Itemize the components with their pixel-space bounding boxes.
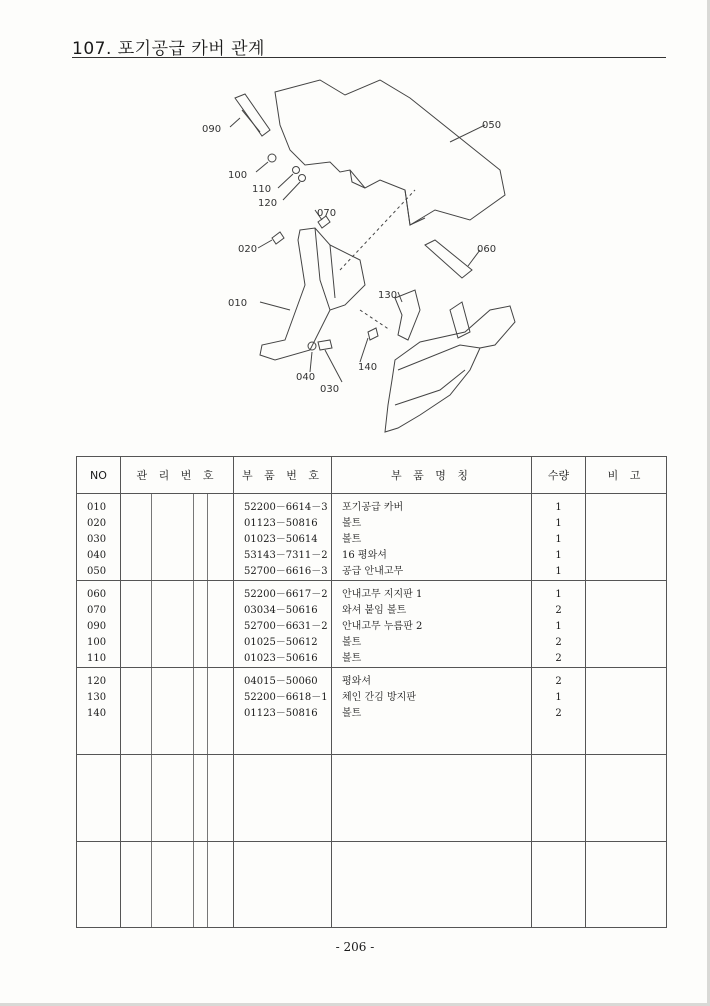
group-no <box>77 581 121 668</box>
header-part-name: 부 품 명 칭 <box>332 457 532 494</box>
row-qty: 2 <box>555 676 562 687</box>
header-no: NO <box>77 457 121 494</box>
header-part-no: 부 품 번 호 <box>234 457 332 494</box>
row-part-name: 볼트 <box>342 534 362 545</box>
parts-table <box>76 456 667 928</box>
row-part-name: 16 평와셔 <box>342 550 387 561</box>
empty-cell <box>532 755 586 842</box>
part-110-bolt <box>293 167 300 174</box>
header-qty: 수량 <box>532 457 586 494</box>
part-020-bolt <box>272 232 284 244</box>
row-part-no: 52200－6618－1 <box>244 692 328 703</box>
table-group-2 <box>77 581 667 668</box>
row-no: 090 <box>87 621 107 632</box>
empty-cell <box>532 842 586 928</box>
row-part-name: 안내고무 누름판 2 <box>342 621 423 632</box>
table-header-row <box>77 457 667 494</box>
group-part-no <box>234 494 332 581</box>
callout-040: 040 <box>296 372 316 383</box>
row-qty: 1 <box>555 550 562 561</box>
table-group-3 <box>77 668 667 755</box>
group-qty <box>532 668 586 755</box>
group-qty <box>532 494 586 581</box>
part-050-cover <box>275 80 505 225</box>
empty-cell <box>586 842 667 928</box>
table-group-4-empty <box>77 755 667 842</box>
group-part-no <box>234 581 332 668</box>
part-120-washer <box>299 175 306 182</box>
row-qty: 2 <box>555 708 562 719</box>
callout-140: 140 <box>358 362 378 373</box>
exploded-parts-diagram <box>180 70 540 450</box>
row-qty: 2 <box>555 605 562 616</box>
row-part-no: 01025－50612 <box>244 637 318 648</box>
row-part-name: 체인 간김 방지판 <box>342 692 416 703</box>
page-title: 107. 포기공급 카버 관계 <box>72 39 265 59</box>
part-090-bracket <box>235 94 270 136</box>
row-part-name: 볼트 <box>342 653 362 664</box>
callout-020: 020 <box>238 244 258 255</box>
management-no-cell <box>121 494 234 581</box>
row-qty: 2 <box>555 637 562 648</box>
header-management-no: 관 리 번 호 <box>121 457 234 494</box>
row-part-no: 52200－6614－3 <box>244 502 328 513</box>
row-qty: 1 <box>555 692 562 703</box>
callout-130: 130 <box>378 290 398 301</box>
empty-cell <box>332 842 532 928</box>
callout-100: 100 <box>228 170 248 181</box>
row-part-no: 52700－6616－3 <box>244 566 328 577</box>
row-part-name: 와셔 붙임 볼트 <box>342 605 407 616</box>
part-060-plate <box>425 240 472 278</box>
group-part-name <box>332 494 532 581</box>
callout-060: 060 <box>477 244 497 255</box>
remark-cell <box>586 494 667 581</box>
chain-guide-assembly <box>385 306 515 432</box>
row-qty: 1 <box>555 566 562 577</box>
part-030-bolt <box>318 340 332 350</box>
row-no: 030 <box>87 534 107 545</box>
remark-cell <box>586 668 667 755</box>
callout-110: 110 <box>252 184 272 195</box>
callout-120: 120 <box>258 198 278 209</box>
part-100-bolt <box>268 154 276 162</box>
row-part-no: 01123－50816 <box>244 518 318 529</box>
table-group-5-empty <box>77 842 667 928</box>
row-qty: 1 <box>555 502 562 513</box>
row-no: 130 <box>87 692 107 703</box>
row-part-name: 안내고무 지지판 1 <box>342 589 423 600</box>
group-qty <box>532 581 586 668</box>
table-body <box>77 494 667 928</box>
group-part-no <box>234 668 332 755</box>
row-no: 060 <box>87 589 107 600</box>
row-part-no: 52700－6631－2 <box>244 621 328 632</box>
row-no: 050 <box>87 566 107 577</box>
row-part-name: 공급 안내고무 <box>342 566 404 577</box>
group-part-name <box>332 581 532 668</box>
management-no-cell <box>121 842 234 928</box>
part-140-bolt <box>368 328 378 340</box>
group-no <box>77 668 121 755</box>
row-qty: 1 <box>555 589 562 600</box>
callout-030: 030 <box>320 384 340 395</box>
row-qty: 1 <box>555 534 562 545</box>
row-part-name: 평와셔 <box>342 676 371 687</box>
empty-cell <box>77 755 121 842</box>
row-part-no: 53143－7311－2 <box>244 550 328 561</box>
row-qty: 2 <box>555 653 562 664</box>
management-no-cell <box>121 755 234 842</box>
row-part-no: 52200－6617－2 <box>244 589 328 600</box>
row-part-name: 볼트 <box>342 637 362 648</box>
row-part-no: 01023－50616 <box>244 653 318 664</box>
row-qty: 1 <box>555 621 562 632</box>
management-no-cell <box>121 668 234 755</box>
row-part-name: 포기공급 카버 <box>342 502 404 513</box>
header-remark: 비 고 <box>586 457 667 494</box>
callout-010: 010 <box>228 298 248 309</box>
row-no: 140 <box>87 708 107 719</box>
part-130-plate <box>395 290 420 340</box>
row-no: 040 <box>87 550 107 561</box>
row-part-no: 04015－50060 <box>244 676 318 687</box>
row-qty: 1 <box>555 518 562 529</box>
group-no <box>77 494 121 581</box>
page-number: - 206 - <box>335 940 375 954</box>
part-010-bracket <box>260 228 365 360</box>
row-part-no: 01123－50816 <box>244 708 318 719</box>
row-no: 010 <box>87 502 107 513</box>
row-part-name: 볼트 <box>342 518 362 529</box>
row-part-no: 01023－50614 <box>244 534 318 545</box>
remark-cell <box>586 581 667 668</box>
row-no: 100 <box>87 637 107 648</box>
table-group-1 <box>77 494 667 581</box>
row-no: 120 <box>87 676 107 687</box>
empty-cell <box>234 755 332 842</box>
callout-050: 050 <box>482 120 502 131</box>
title-rule <box>72 57 666 58</box>
empty-cell <box>586 755 667 842</box>
management-no-cell <box>121 581 234 668</box>
row-no: 110 <box>87 653 107 664</box>
empty-cell <box>332 755 532 842</box>
row-part-no: 03034－50616 <box>244 605 318 616</box>
empty-cell <box>77 842 121 928</box>
row-no: 020 <box>87 518 107 529</box>
callout-090: 090 <box>202 124 222 135</box>
group-part-name <box>332 668 532 755</box>
row-no: 070 <box>87 605 107 616</box>
empty-cell <box>234 842 332 928</box>
row-part-name: 볼트 <box>342 708 362 719</box>
callout-070: 070 <box>317 208 337 219</box>
